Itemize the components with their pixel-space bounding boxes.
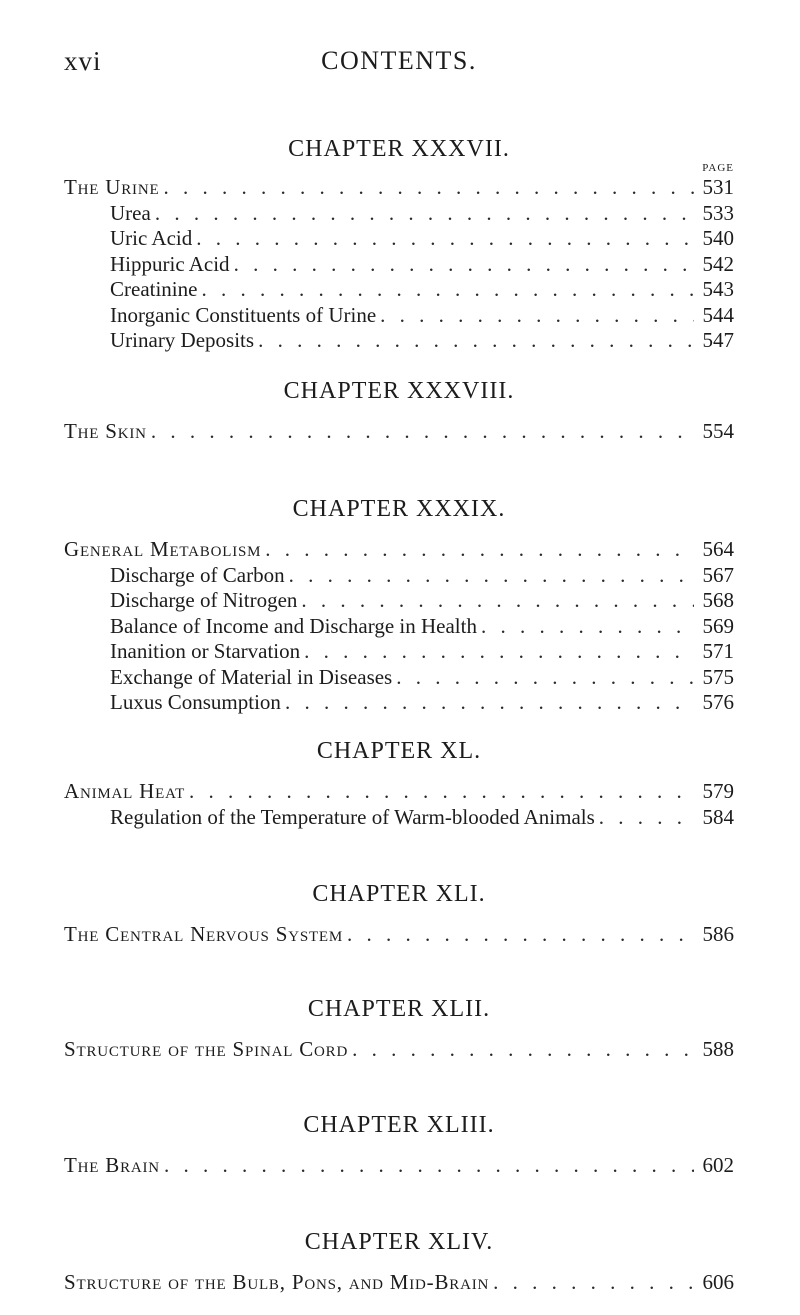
dot-leader <box>352 1037 694 1063</box>
entry-label: Luxus Consumption <box>110 690 281 714</box>
dot-leader <box>301 588 694 614</box>
chapter-section <box>64 133 734 354</box>
chapter-title: CHAPTER XXXVII. <box>288 136 510 162</box>
chapter-title: CHAPTER XL. <box>316 738 482 764</box>
entry-label: General Metabolism <box>64 537 262 561</box>
entry-page: 568 <box>702 588 734 612</box>
entry-page: 576 <box>702 690 734 714</box>
entry-page: 533 <box>702 200 734 225</box>
entry-page: 543 <box>702 277 734 301</box>
entry-label: Discharge of Nitrogen <box>110 588 298 612</box>
toc-entry[interactable] <box>64 303 734 329</box>
toc-entry[interactable] <box>64 277 734 303</box>
page-column-label: PAGE <box>702 162 734 174</box>
toc-entry[interactable] <box>64 563 734 589</box>
dot-leader <box>234 252 694 278</box>
dot-leader <box>164 1153 694 1179</box>
toc-entry[interactable] <box>64 922 734 948</box>
entry-page: 575 <box>702 664 734 689</box>
chapter-section <box>64 1226 734 1296</box>
toc-entry[interactable] <box>64 690 734 716</box>
toc-entry[interactable] <box>64 588 734 614</box>
toc-entry[interactable] <box>64 665 734 691</box>
dot-leader <box>151 419 694 445</box>
toc-entry[interactable] <box>64 226 734 252</box>
entry-label: Urea <box>110 200 151 225</box>
toc-entry[interactable] <box>64 537 734 563</box>
toc-entry[interactable] <box>64 175 734 201</box>
entry-page: 606 <box>702 1270 734 1294</box>
dot-leader <box>201 277 694 303</box>
dot-leader <box>163 175 694 201</box>
chapter-section <box>64 375 734 445</box>
running-title: CONTENTS. <box>321 46 477 75</box>
dot-leader <box>599 805 694 831</box>
entry-page: 579 <box>702 779 734 803</box>
entry-label: Uric Acid <box>110 226 193 250</box>
entry-label: Exchange of Material in Diseases <box>110 664 393 689</box>
chapter-title: CHAPTER XLIII. <box>303 1112 495 1138</box>
running-head <box>64 46 734 86</box>
entry-page: 569 <box>702 613 734 638</box>
entry-label: Animal Heat <box>64 779 186 803</box>
chapter-title: CHAPTER XLII. <box>307 996 491 1022</box>
dot-leader <box>196 226 694 252</box>
dot-leader <box>481 614 694 640</box>
entry-page: 540 <box>702 226 734 250</box>
entry-page: 542 <box>702 251 734 276</box>
dot-leader <box>155 201 694 227</box>
entry-label: Structure of the Spinal Cord <box>64 1037 349 1061</box>
toc-entry[interactable] <box>64 419 734 445</box>
chapter-section <box>64 1109 734 1179</box>
page-folio: xvi <box>64 46 102 76</box>
dot-leader <box>285 690 694 716</box>
entry-label: The Skin <box>64 419 147 443</box>
toc-entry[interactable] <box>64 639 734 665</box>
toc-entry[interactable] <box>64 805 734 831</box>
entry-page: 571 <box>702 639 734 663</box>
toc-entry[interactable] <box>64 1270 734 1296</box>
chapter-section <box>64 735 734 830</box>
chapter-title: CHAPTER XXXIX. <box>292 496 506 522</box>
entry-label: The Urine <box>64 175 160 199</box>
entry-page: 584 <box>702 804 734 829</box>
dot-leader <box>396 665 694 691</box>
entry-page: 602 <box>702 1153 734 1177</box>
entry-label: Creatinine <box>110 277 198 301</box>
toc-entry[interactable] <box>64 201 734 227</box>
dot-leader <box>380 303 694 329</box>
entry-label: Balance of Income and Discharge in Health <box>110 613 477 638</box>
toc-entry[interactable] <box>64 614 734 640</box>
dot-leader <box>189 779 694 805</box>
chapter-section <box>64 878 734 948</box>
entry-label: Inorganic Constituents of Urine <box>110 302 377 327</box>
chapter-section <box>64 493 734 716</box>
entry-label: Urinary Deposits <box>110 328 255 352</box>
dot-leader <box>304 639 694 665</box>
dot-leader <box>493 1270 694 1296</box>
entry-label: Hippuric Acid <box>110 251 230 276</box>
toc-entry[interactable] <box>64 1153 734 1179</box>
entry-label: Regulation of the Temperature of Warm-blooded Animals <box>110 804 595 829</box>
entry-page: 586 <box>702 922 734 946</box>
entry-page: 554 <box>702 419 734 443</box>
entry-label: The Brain <box>64 1153 160 1177</box>
dot-leader <box>265 537 694 563</box>
chapter-title: CHAPTER XLI. <box>312 881 486 907</box>
entry-page: 531 <box>702 175 734 199</box>
dot-leader <box>289 563 694 589</box>
entry-page: 588 <box>702 1037 734 1061</box>
entry-label: Inanition or Starvation <box>110 639 301 663</box>
entry-page: 567 <box>702 562 734 587</box>
entry-page: 544 <box>702 302 734 327</box>
entry-page: 547 <box>702 328 734 352</box>
entry-page: 564 <box>702 537 734 561</box>
toc-entry[interactable] <box>64 252 734 278</box>
entry-label: Discharge of Carbon <box>110 562 285 587</box>
entry-label: Structure of the Bulb, Pons, and Mid-Brain <box>64 1270 490 1294</box>
chapter-title: CHAPTER XXXVIII. <box>283 378 515 404</box>
toc-entry[interactable] <box>64 779 734 805</box>
toc-entry[interactable] <box>64 1037 734 1063</box>
dot-leader <box>258 328 694 354</box>
chapter-title: CHAPTER XLIV. <box>304 1229 494 1255</box>
dot-leader <box>347 922 694 948</box>
entry-label: The Central Nervous System <box>64 922 344 946</box>
toc-entry[interactable] <box>64 328 734 354</box>
chapter-section <box>64 993 734 1063</box>
